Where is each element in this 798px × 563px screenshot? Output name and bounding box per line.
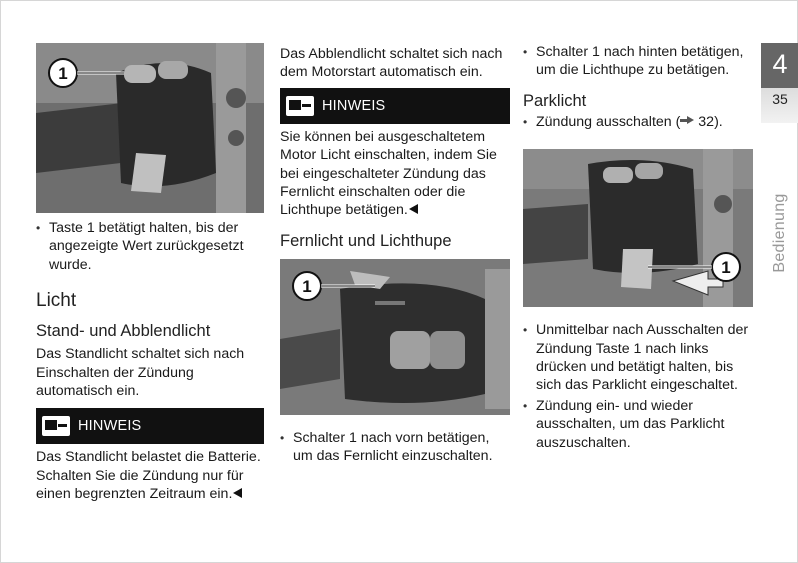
body-paragraph: Das Abblendlicht schaltet sich nach dem Motorstart automatisch ein. [280, 46, 503, 81]
instruction-bullet: • Schalter 1 nach vorn betätigen, um das Fernlicht einzuschalten. [280, 429, 510, 466]
figure-parking-light-button [523, 149, 753, 307]
notice-icon [42, 416, 70, 436]
notice-body: Sie können bei ausgeschaltetem Motor Licht einschalten, indem Sie bei eingeschalteter Zündung das Fernlicht einschalten oder die Lichthupe betätigen. [280, 128, 497, 219]
handlebar-photo-2 [280, 259, 510, 415]
section-heading: Parklicht [523, 91, 587, 110]
bullet-text: Zündung ausschalten ( [536, 113, 681, 130]
notice-body: Das Standlicht belastet die Batterie. Schalten Sie die Zündung nur für einen begrenzten Zeitraum ein. [36, 449, 261, 503]
page-reference[interactable]: 32). [698, 113, 723, 130]
instruction-bullet [523, 113, 753, 131]
figure-callout: 1 [58, 64, 68, 83]
chapter-number: 4 [772, 49, 788, 79]
instruction-bullet: • Unmittelbar nach Ausschalten der Zündung Taste 1 nach links drücken und betätigt halten, bis sich das Parklicht eingeschaltet. [523, 321, 753, 395]
notice-icon [286, 96, 314, 116]
handlebar-photo-3 [523, 149, 753, 307]
notice-text [36, 448, 264, 503]
instruction-bullet: • Schalter 1 nach hinten betätigen, um die Lichthupe zu betätigen. [523, 43, 753, 80]
page-number: 35 [772, 91, 788, 107]
instruction-bullet: • Taste 1 betätigt halten, bis der angezeigte Wert zurückgesetzt wurde. [36, 219, 264, 274]
page-reference-arrow-icon [680, 116, 694, 125]
notice-text [280, 128, 510, 220]
figure-callout: 1 [302, 276, 312, 296]
subsection-heading: Stand- und Abblendlicht [36, 322, 211, 341]
figure-high-beam-switch [280, 259, 510, 415]
end-marker-icon [409, 204, 418, 214]
notice-banner [280, 88, 510, 124]
notice-banner [36, 408, 264, 444]
chapter-side-label: Bedienung [771, 193, 788, 273]
section-heading: Fernlicht und Lichthupe [280, 231, 452, 250]
end-marker-icon [233, 488, 242, 498]
column-2 [280, 43, 510, 466]
notice-label: HINWEIS [322, 97, 386, 114]
chapter-tab [761, 43, 798, 123]
body-paragraph: Das Standlicht schaltet sich nach Einschalten der Zündung automatisch ein. [36, 346, 245, 400]
column-3 [523, 43, 753, 452]
column-1 [36, 43, 264, 504]
notice-label: HINWEIS [78, 418, 142, 435]
instruction-bullet: • Zündung ein- und wieder ausschalten, um das Parklicht auszuschalten. [523, 397, 753, 452]
section-heading: Licht [36, 290, 77, 312]
figure-handlebar-reset-button [36, 43, 264, 213]
handlebar-photo-1 [36, 43, 264, 213]
figure-callout: 1 [721, 258, 731, 278]
